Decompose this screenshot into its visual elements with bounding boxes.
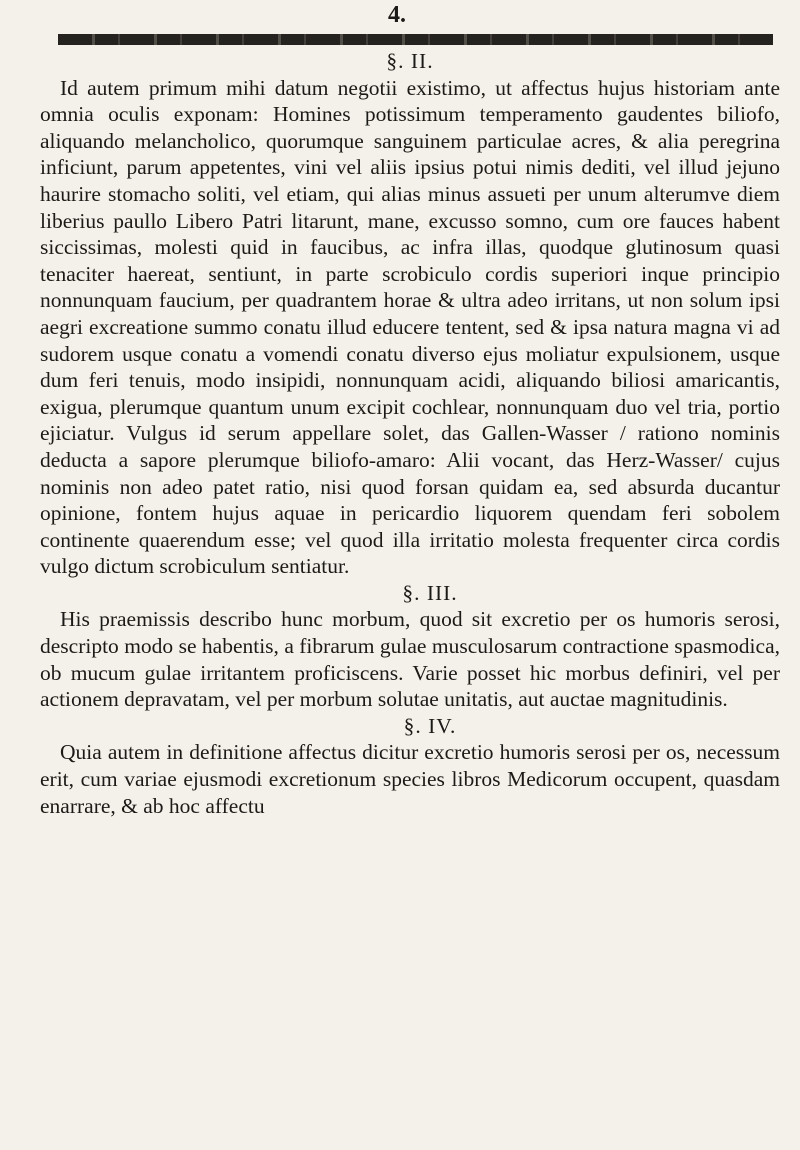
page-body xyxy=(40,48,780,819)
section-paragraph-3: His praemissis describo hunc morbum, quod sit excretio per os humoris serosi, descripto modo se habentis, a fibrarum gulae musculosarum contractione spasmodica, ob mucum gulae irritantem proficiscens. Varie posset hic morbus definiri, vel per actionem depravatam, vel per morbum solutae unitatis, aut auctae magnitudinis. xyxy=(40,607,780,712)
section-heading-3: §. III. xyxy=(402,580,458,605)
section-heading-4: §. IV. xyxy=(403,713,457,738)
section-heading-2: §. II. xyxy=(386,49,434,73)
decorative-header-rule xyxy=(58,34,773,45)
section-paragraph-2: Id autem primum mihi datum negotii existimo, ut affectus hujus historiam ante omnia oculis exponam: Homines potissimum temperamento gaudentes biliofo, aliquando melancholico, quorumque sanguinem particulae acres, & alia peregrina inficiunt, parum appetentes, vini vel aliis ipsius potui nimis dediti, vel illud jejuno haurire stomacho soliti, vel etiam, qui alias minus assueti per unum alterumve diem liberius paullo Libero Patri litarunt, mane, excusso somno, cum ore fauces habent siccissimas, molesti quid in faucibus, ac infra illas, quodque glutinosum quasi tenaciter haereat, sentiunt, in parte scrobiculo cordis superiori inque principio nonnunquam faucium, per quadrantem horae & ultra adeo irritans, ut non solum ipsi aegri excreatione summo conatu illud educere tentent, sed & ipsa natura magna vi ad sudorem usque conatu a vomendi conatu diverso ejus moliatur expulsionem, usque dum feri tenuis, modo insipidi, nonnunquam acidi, aliquando biliosi amaricantis, exigua, plerumque quantum unum excipit cochlear, nonnunquam duo vel tria, portio ejiciatur. Vulgus id serum appellare solet, das Gallen-Wasser / rationo nominis deducta a sapore plerumque biliofo-amaro: Alii vocant, das Herz-Wasser/ cujus nominis non adeo patet ratio, nisi quod forsan quidam ea, sed absurda ducantur opinione, fontem hujus aquae in pericardio liquorem quendam feri sobolem continente quaerendum esse; vel quod illa irritatio molesta frequenter circa cordis vulgo dictum scrobiculum sentiatur. xyxy=(40,75,780,579)
section-paragraph-4: Quia autem in definitione affectus dicitur excretio humoris serosi per os, necessum erit, cum variae ejusmodi excretionum species libros Medicorum occupent, quasdam enarrare, & ab hoc affectu xyxy=(40,740,780,818)
page-number: 4. xyxy=(388,2,406,28)
